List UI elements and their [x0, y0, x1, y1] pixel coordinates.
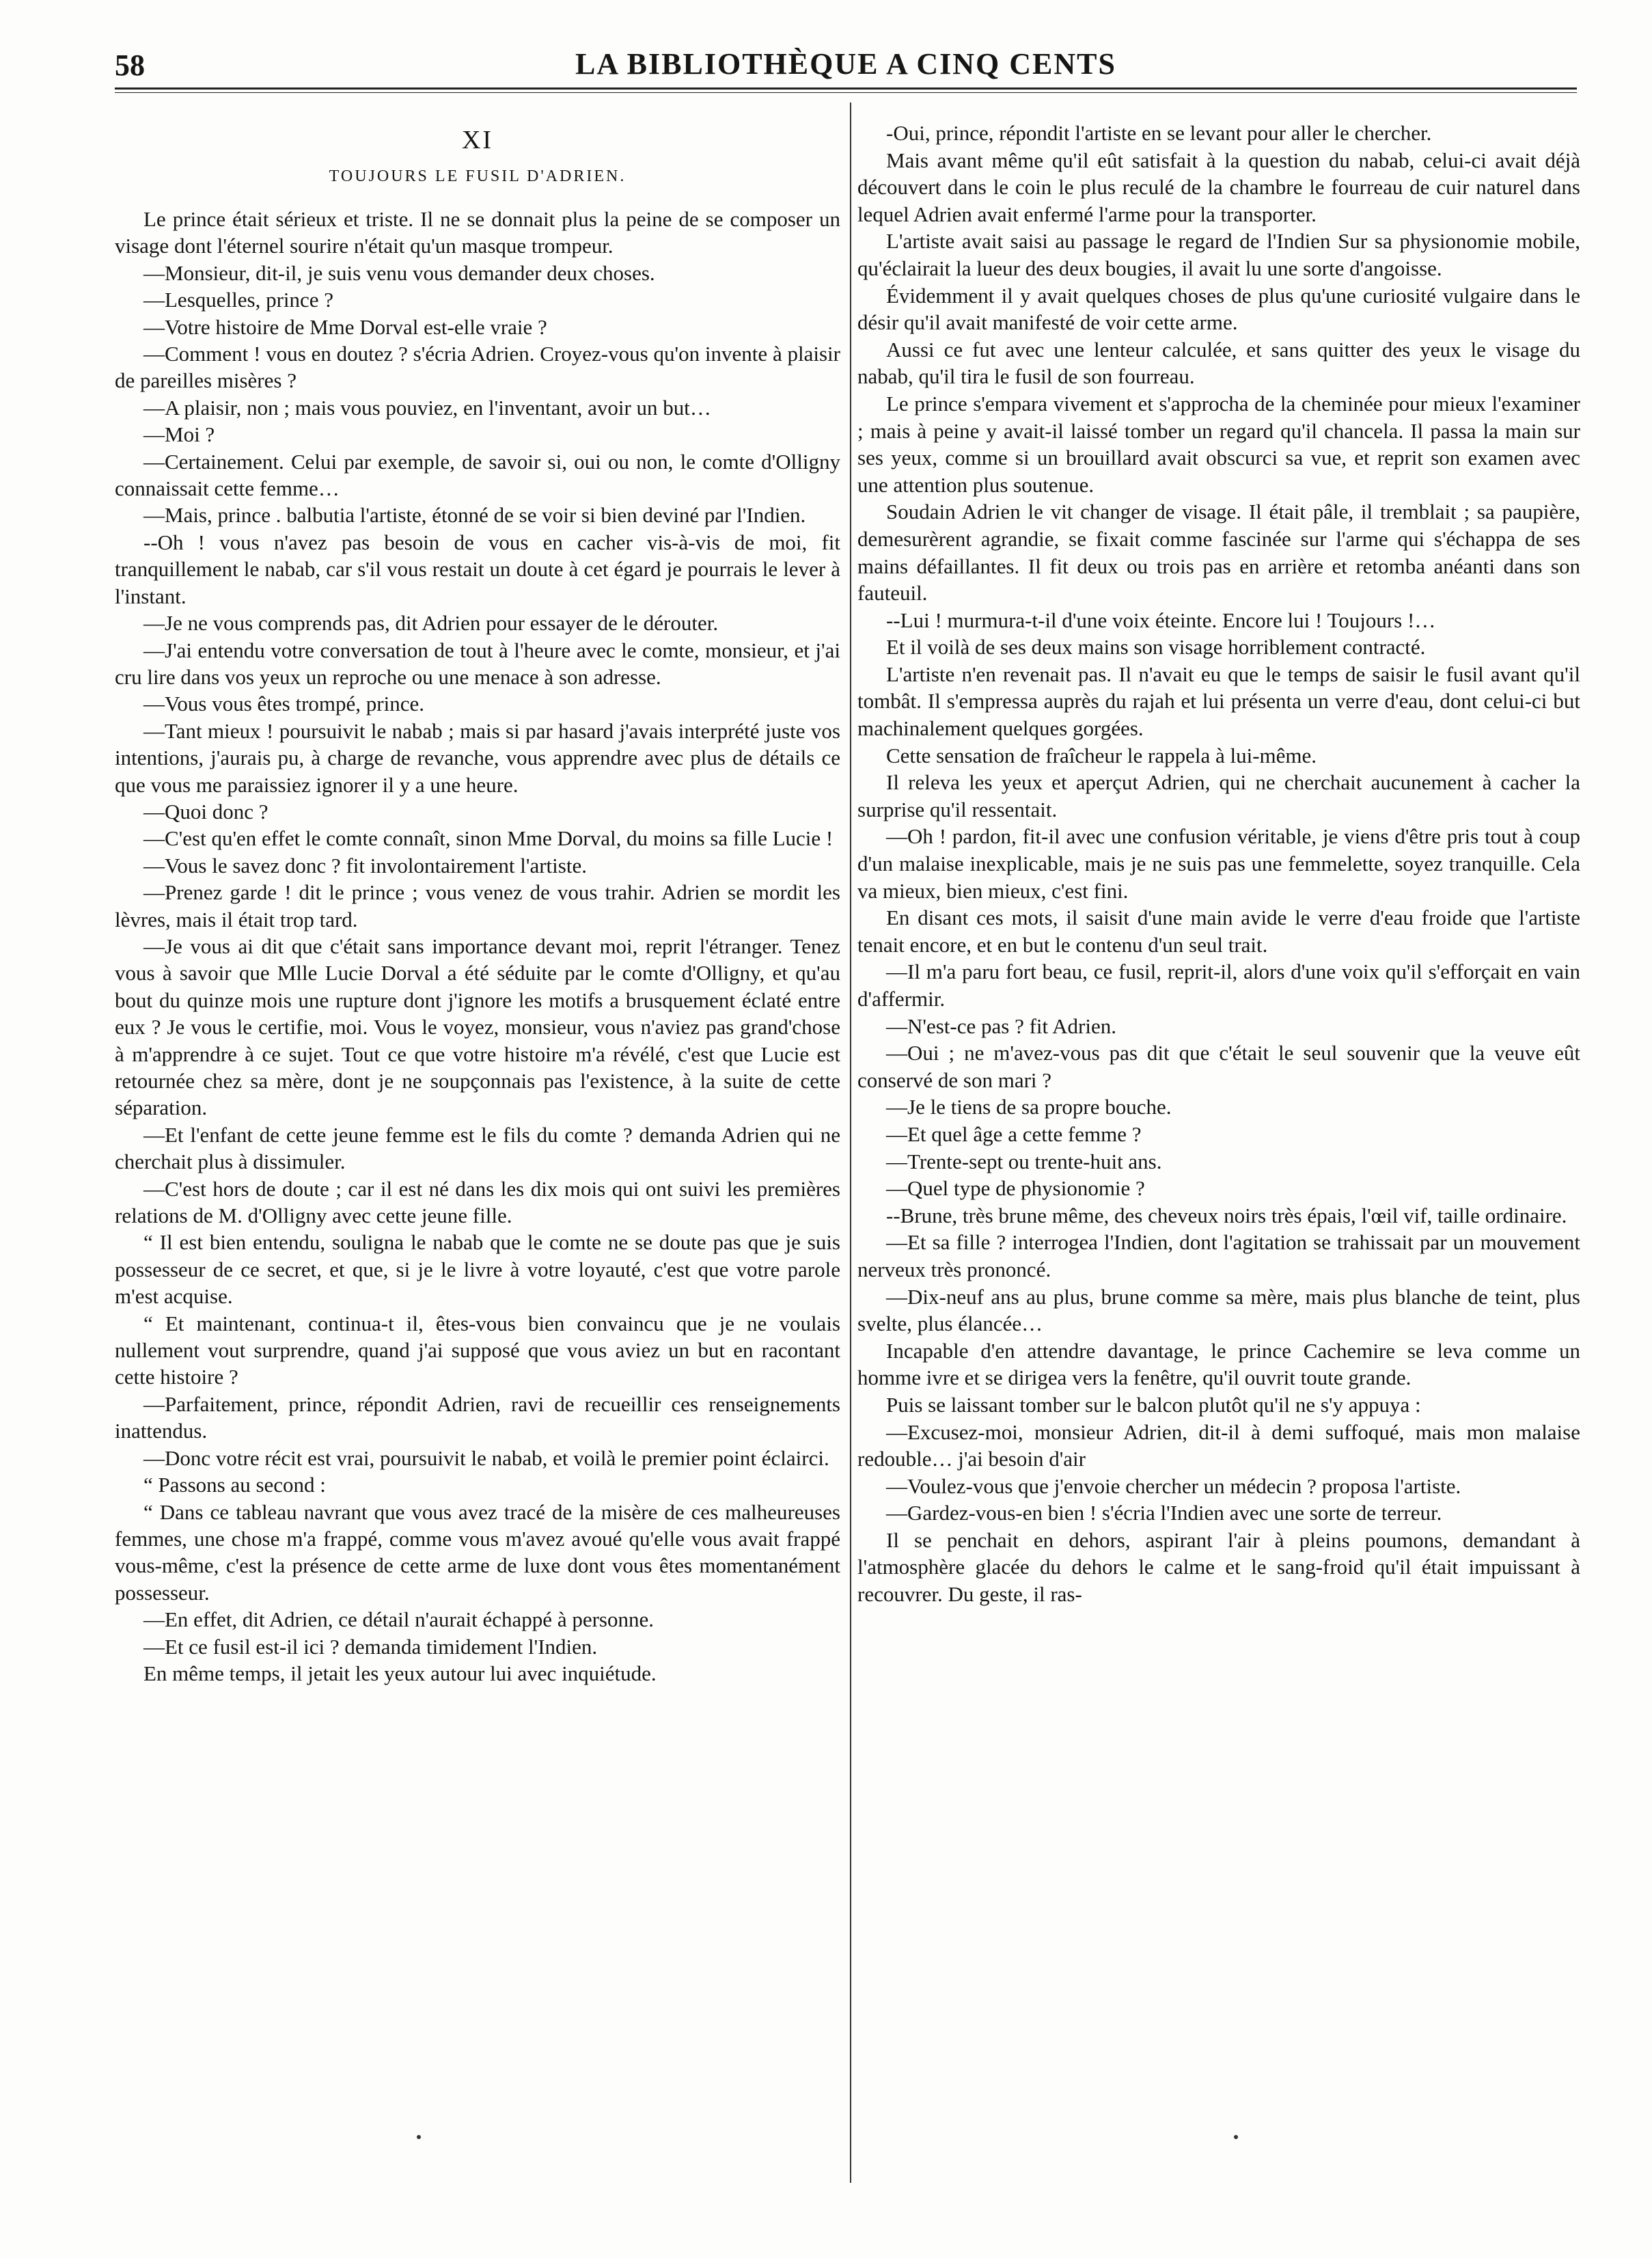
paragraph: —A plaisir, non ; mais vous pouviez, en l'inventant, avoir un but…: [143, 395, 711, 420]
paragraph: “ Et maintenant, continua-t il, êtes-vous bien convaincu que je ne voulais nullement vout surprendre, quand j'ai supposé que vous aviez un but en racontant cette histoire ?: [115, 1311, 840, 1389]
paragraph: —Et l'enfant de cette jeune femme est le fils du comte ? demanda Adrien qui ne cherchait plus à dissimuler.: [115, 1122, 840, 1174]
paragraph: L'artiste n'en revenait pas. Il n'avait eu que le temps de saisir le fusil avant qu'il tombât. Il s'empressa auprès du rajah et lui présenta un verre d'eau, dont celui-ci but machinalement quelques gorgées.: [857, 662, 1580, 741]
paragraph: —Mais, prince . balbutia l'artiste, étonné de se voir si bien deviné par l'Indien.: [143, 503, 806, 528]
paragraph: —Votre histoire de Mme Dorval est-elle vraie ?: [143, 314, 547, 339]
paragraph: —C'est hors de doute ; car il est né dans les dix mois qui ont suivi les premières relations de M. d'Olligny avec cette jeune fille.: [115, 1176, 840, 1228]
paragraph: —Vous le savez donc ? fit involontairement l'artiste.: [143, 853, 587, 878]
paragraph: —Tant mieux ! poursuivit le nabab ; mais si par hasard j'avais interprété juste vos intentions, j'aurais pu, à charge de revanche, vous apprendre avec plus de détails ce que vous me paraissiez ignorer il y a une heure.: [115, 718, 840, 797]
paragraph: —Quel type de physionomie ?: [886, 1176, 1145, 1201]
paragraph: —Gardez-vous-en bien ! s'écria l'Indien avec une sorte de terreur.: [886, 1501, 1442, 1525]
paragraph: —C'est qu'en effet le comte connaît, sinon Mme Dorval, du moins sa fille Lucie !: [143, 826, 834, 851]
page-number: 58: [115, 49, 145, 82]
chapter-title: TOUJOURS LE FUSIL D'ADRIEN.: [329, 167, 627, 185]
paragraph: —Vous vous êtes trompé, prince.: [143, 692, 424, 716]
paragraph: —Et quel âge a cette femme ?: [886, 1121, 1142, 1146]
paragraph: —Moi ?: [143, 422, 215, 447]
paragraph: —Parfaitement, prince, répondit Adrien, ravi de recueillir ces renseignements inattendus.: [115, 1391, 840, 1443]
paragraph: —Quoi donc ?: [143, 799, 269, 824]
paragraph: —N'est-ce pas ? fit Adrien.: [886, 1014, 1117, 1038]
paragraph: -Oui, prince, répondit l'artiste en se levant pour aller le chercher.: [886, 121, 1432, 145]
paragraph: “ Passons au second :: [143, 1473, 326, 1497]
paragraph: En même temps, il jetait les yeux autour lui avec inquiétude.: [143, 1661, 657, 1685]
chapter-number: XI: [461, 126, 494, 154]
paragraph: —Je vous ai dit que c'était sans importance devant moi, reprit l'étranger. Tenez vous à savoir que Mlle Lucie Dorval a été séduite par le comte d'Olligny, et qu'au bout du quinze mois une rupture dont j'ignore les motifs a brusquement éclaté entre eux ? Je vous le certifie, moi. Vous le voyez, monsieur, vous n'aviez pas grand'chose à m'apprendre à ce sujet. Tout ce que votre histoire m'a révélé, c'est que Lucie est retournée chez sa mère, dont je ne soupçonnais pas l'existence, à la suite de cette séparation.: [115, 934, 840, 1120]
paragraph: —Comment ! vous en doutez ? s'écria Adrien. Croyez-vous qu'on invente à plaisir de pareilles misères ?: [115, 342, 840, 393]
paragraph: Cette sensation de fraîcheur le rappela à lui-même.: [886, 743, 1317, 767]
paragraph: —Et ce fusil est-il ici ? demanda timidement l'Indien.: [143, 1634, 598, 1659]
paragraph: —Excusez-moi, monsieur Adrien, dit-il à demi suffoqué, mais mon malaise redouble… j'ai besoin d'air: [857, 1419, 1580, 1471]
column-divider: [850, 103, 851, 2183]
paragraph: —J'ai entendu votre conversation de tout à l'heure avec le comte, monsieur, et j'ai cru lire dans vos yeux un reproche ou une menace à son adresse.: [115, 638, 840, 689]
paragraph: --Lui ! murmura-t-il d'une voix éteinte. Encore lui ! Toujours !…: [886, 608, 1436, 632]
page-header: [115, 40, 1577, 94]
paragraph: —Certainement. Celui par exemple, de savoir si, oui ou non, le comte d'Olligny connaissait cette femme…: [115, 449, 840, 501]
paragraph: Et il voilà de ses deux mains son visage horriblement contracté.: [886, 635, 1426, 659]
paragraph: Le prince était sérieux et triste. Il ne se donnait plus la peine de se composer un visage dont l'éternel sourire n'était qu'un masque trompeur.: [115, 207, 840, 258]
paragraph: —Oh ! pardon, fit-il avec une confusion véritable, je viens d'être pris tout à coup d'un malaise inexplicable, mais je ne suis pas une femmelette, soyez tranquille. Cela va mieux, bien mieux, c'est fini.: [857, 824, 1580, 903]
paragraph: —Et sa fille ? interrogea l'Indien, dont l'agitation se trahissait par un mouvement nerveux très prononcé.: [857, 1230, 1580, 1281]
paragraph: —Je ne vous comprends pas, dit Adrien pour essayer de le dérouter.: [143, 611, 719, 636]
paragraph: Soudain Adrien le vit changer de visage. Il était pâle, il tremblait ; sa paupière, demesurèrent agrandie, se fixait comme fascinée sur l'arme qui s'échappa de ses mains défaillantes. Il fit deux ou trois pas en arrière et retomba anéanti dans son fauteuil.: [857, 500, 1580, 606]
print-mark: [417, 2135, 421, 2139]
paragraph: —Oui ; ne m'avez-vous pas dit que c'était le seul souvenir que la veuve eût conservé de son mari ?: [857, 1041, 1580, 1092]
paragraph: --Brune, très brune même, des cheveux noirs très épais, l'œil vif, taille ordinaire.: [886, 1203, 1567, 1227]
paragraph: —Dix-neuf ans au plus, brune comme sa mère, mais plus blanche de teint, plus svelte, plus élancée…: [857, 1284, 1580, 1336]
paragraph: —En effet, dit Adrien, ce détail n'aurait échappé à personne.: [143, 1607, 654, 1632]
paragraph: --Oh ! vous n'avez pas besoin de vous en cacher vis-à-vis de moi, fit tranquillement le nabab, car s'il vous restait un doute à cet égard je pourrais le lever à l'instant.: [115, 530, 840, 608]
paragraph: En disant ces mots, il saisit d'une main avide le verre d'eau froide que l'artiste tenait encore, et en but le contenu d'un seul trait.: [857, 906, 1580, 957]
left-column: [115, 120, 840, 2190]
paragraph: Puis se laissant tomber sur le balcon plutôt qu'il ne s'y appuya :: [886, 1392, 1421, 1417]
paragraph: Mais avant même qu'il eût satisfait à la question du nabab, celui-ci avait déjà découvert dans le coin le plus reculé de la chambre le fourreau de cuir naturel dans lequel Adrien avait enfermé l'arme pour la transporter.: [857, 148, 1580, 226]
paragraph: —Il m'a paru fort beau, ce fusil, reprit-il, alors d'une voix qu'il s'efforçait en vain d'affermir.: [857, 960, 1580, 1011]
paragraph: —Trente-sept ou trente-huit ans.: [886, 1149, 1162, 1173]
paragraph: —Monsieur, dit-il, je suis venu vous demander deux choses.: [143, 260, 655, 285]
paragraph: —Je le tiens de sa propre bouche.: [886, 1095, 1172, 1119]
paragraph: L'artiste avait saisi au passage le regard de l'Indien Sur sa physionomie mobile, qu'éclairait la lueur des deux bougies, il avait lu une sorte d'angoisse.: [857, 229, 1580, 280]
paragraph: “ Dans ce tableau navrant que vous avez tracé de la misère de ces malheureuses femmes, une chose m'a frappé, comme vous m'avez avoué qu'elle vous avait frappé vous-même, c'est la présence de cette arme de luxe dont vous êtes momentanément possesseur.: [115, 1499, 840, 1605]
paragraph: —Donc votre récit est vrai, poursuivit le nabab, et voilà le premier point éclairci.: [143, 1445, 829, 1470]
print-mark: [1234, 2135, 1238, 2139]
paragraph: Incapable d'en attendre davantage, le prince Cachemire se leva comme un homme ivre et se dirigea vers la fenêtre, qu'il ouvrit toute grande.: [857, 1338, 1580, 1390]
paragraph: —Prenez garde ! dit le prince ; vous venez de vous trahir. Adrien se mordit les lèvres, mais il était trop tard.: [115, 880, 840, 931]
paragraph: Évidemment il y avait quelques choses de plus qu'une curiosité vulgaire dans le désir qu'il avait manifesté de voir cette arme.: [857, 283, 1580, 335]
paragraph: “ Il est bien entendu, souligna le nabab que le comte ne se doute pas que je suis possesseur de ce secret, et que, si je le livre à votre loyauté, c'est que votre parole m'est acquise.: [115, 1230, 840, 1309]
paragraph: Le prince s'empara vivement et s'approcha de la cheminée pour mieux l'examiner ; mais à peine y avait-il laissé tomber un regard qu'il chancela. Il passa la main sur ses yeux, comme si un brouillard avait obscurci sa vue, et reprit son examen avec une attention plus soutenue.: [857, 391, 1580, 497]
header-rule: [115, 87, 1577, 93]
paragraph: —Voulez-vous que j'envoie chercher un médecin ? proposa l'artiste.: [886, 1473, 1461, 1498]
paragraph: —Lesquelles, prince ?: [143, 288, 334, 312]
paragraph: Aussi ce fut avec une lenteur calculée, et sans quitter des yeux le visage du nabab, qu'il tira le fusil de son fourreau.: [857, 337, 1580, 389]
right-column: [857, 120, 1580, 2190]
paragraph: Il releva les yeux et aperçut Adrien, qui ne cherchait aucunement à cacher la surprise qu'il ressentait.: [857, 770, 1580, 821]
paragraph: Il se penchait en dehors, aspirant l'air à pleins poumons, demandant à l'atmosphère glacée du dehors le calme et le sang-froid qu'il était impuissant à recouvrer. Du geste, il ras-: [857, 1527, 1580, 1607]
running-title: LA BIBLIOTHÈQUE A CINQ CENTS: [575, 47, 1116, 81]
